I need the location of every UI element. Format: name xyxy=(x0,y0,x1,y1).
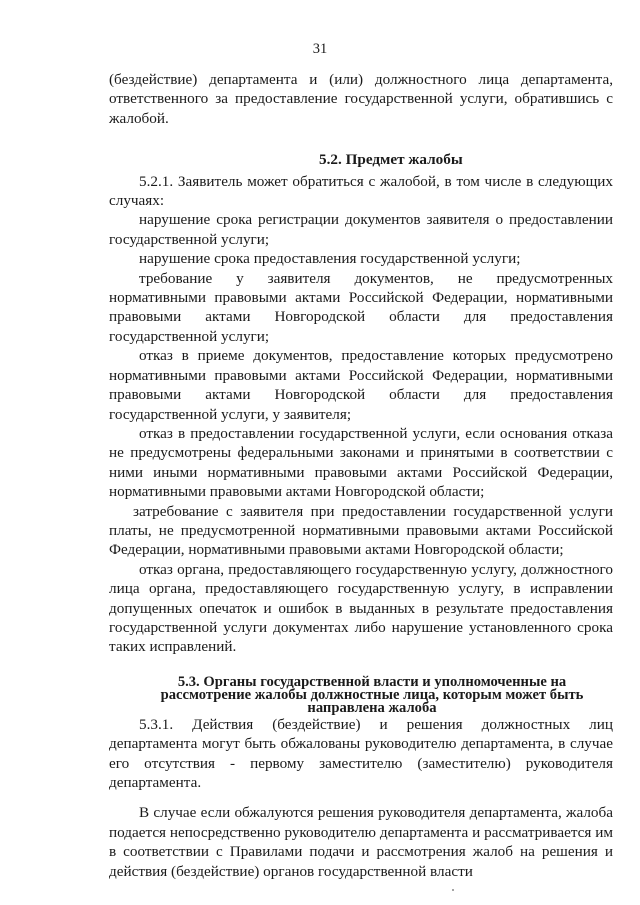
section-5-2-lead: 5.2.1. Заявитель может обратиться с жалобой, в том числе в следующих случаях: xyxy=(109,172,613,210)
section-5-3-heading: 5.3. Органы государственной власти и уполномоченные на рассмотрение жалобы должностные лица, которым может быть направлена жалоба xyxy=(160,673,584,716)
complaint-case-item: нарушение срока регистрации документов заявителя о предоставлении государственной услуги; xyxy=(109,211,613,248)
section-5-3-paragraph: В случае если обжалуются решения руководителя департамента, жалоба подается непосредственно руководителю департамента и рассматривается им в соответствии с Правилами подачи и рассмотрения жалоб на решения и действия (бездействие) органов государственной власти xyxy=(109,804,613,880)
document-body xyxy=(109,70,613,881)
complaint-case-item: требование у заявителя документов, не предусмотренных нормативными правовыми актами Российской Федерации, нормативными правовыми актами Новгородской области для предоставления государственной услуги; xyxy=(109,269,613,345)
intro-paragraph: (бездействие) департамента и (или) должностного лица департамента, ответственного за предоставление государственной услуги, обратившись с жалобой. xyxy=(109,71,613,127)
section-5-3-1-paragraph: 5.3.1. Действия (бездействие) и решения должностных лиц департамента могут быть обжалованы руководителю департамента, в случае его отсутствия - первому заместителю (заместителю) руководителя департамента. xyxy=(109,715,613,791)
complaint-case-item: нарушение срока предоставления государственной услуги; xyxy=(139,250,521,268)
page-number: 31 xyxy=(312,41,328,57)
complaint-case-item: отказ органа, предоставляющего государственную услугу, должностного лица органа, предоставляющего государственную услугу, в исправлении допущенных опечаток и ошибок в выданных в результате предоставления государственной услуги документах либо нарушение установленного срока таких исправлений. xyxy=(109,560,613,656)
scan-speck xyxy=(452,889,454,891)
section-5-2-heading: 5.2. Предмет жалобы xyxy=(319,151,463,169)
complaint-case-item: отказ в предоставлении государственной услуги, если основания отказа не предусмотрены федеральными законами и принятыми в соответствии с ними иными нормативными правовыми актами Российской Федерации, нормативными правовыми актами Новгородской области; xyxy=(109,424,613,501)
complaint-case-item: отказ в приеме документов, предоставление которых предусмотрено нормативными правовыми актами Российской Федерации, нормативными правовыми актами Новгородской области для предоставления государственной услуги, у заявителя; xyxy=(109,347,613,423)
complaint-case-item: затребование с заявителя при предоставлении государственной услуги платы, не предусмотренной нормативными правовыми актами Российской Федерации, нормативными правовыми актами Новгородской области; xyxy=(109,502,613,559)
